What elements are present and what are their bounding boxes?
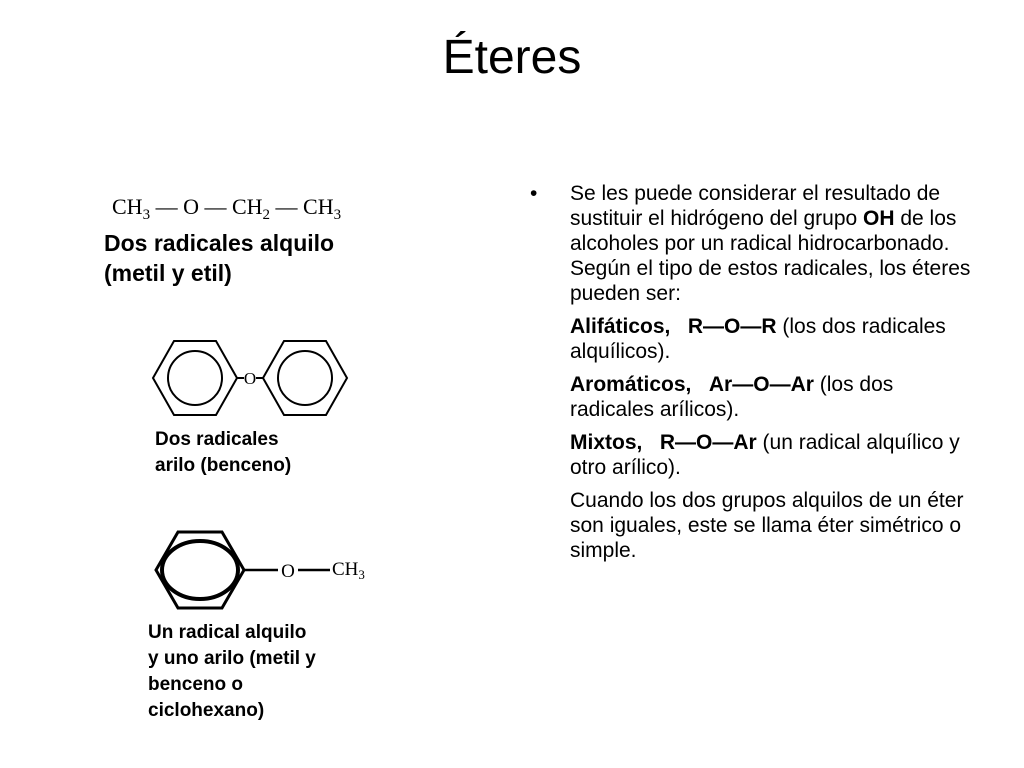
- bullet-icon: •: [530, 182, 538, 205]
- type-formula: Ar—O—Ar: [708, 373, 814, 396]
- intro-text-end: de los alcoholes por un radical hidrocarbonado. Según el tipo de estos radicales, los éteres pueden ser:: [570, 207, 971, 305]
- benzene-ring: [156, 532, 244, 608]
- intro-text-start: Se les puede considerar el resultado de sustituir el hidrógeno del grupo: [570, 182, 941, 230]
- ether-type-aliphatic: [530, 314, 980, 364]
- type-formula: R—O—Ar: [659, 431, 757, 454]
- aromatic-circle-right: [278, 351, 332, 405]
- aliphatic-ether-figure: [100, 188, 400, 288]
- intro-bullet: [530, 181, 980, 306]
- intro-text-bold: OH: [863, 207, 895, 230]
- ether-type-aromatic: [530, 372, 980, 422]
- oxygen-label: O: [281, 561, 295, 582]
- type-description: (un radical alquílico y otro arílico).: [570, 431, 960, 479]
- methyl-label: $CH_3$: [332, 559, 365, 582]
- type-name: Alifáticos,: [570, 315, 671, 338]
- mixed-ether-caption: Un radical alquilo y uno arilo (metil y benceno o ciclohexano): [148, 622, 316, 721]
- oxygen-label: O: [243, 369, 257, 388]
- type-description: (los dos radicales arílicos).: [570, 373, 894, 421]
- diphenyl-ether-structure: [145, 335, 365, 425]
- aromatic-ether-figure: [145, 335, 365, 485]
- closing-paragraph: Cuando los dos grupos alquilos de un éter son iguales, este se llama éter simétrico o simple.: [570, 489, 964, 562]
- benzene-ring-right: [263, 341, 347, 415]
- slide-title: Éteres: [442, 31, 582, 84]
- ether-type-mixed: [530, 430, 980, 480]
- aromatic-circle-left: [168, 351, 222, 405]
- type-description: (los dos radicales alquílicos).: [570, 315, 946, 363]
- type-name: Mixtos,: [570, 431, 643, 454]
- type-name: Aromáticos,: [570, 373, 692, 396]
- benzene-ring-left: [153, 341, 237, 415]
- aliphatic-ether-caption: Dos radicales alquilo (metil y etil): [104, 230, 335, 286]
- aromatic-circle: [162, 541, 238, 599]
- type-formula: R—O—R: [687, 315, 777, 338]
- content-body: [530, 181, 980, 563]
- aromatic-ether-caption: Dos radicales arilo (benceno): [155, 429, 292, 476]
- mixed-ether-figure: [140, 528, 380, 721]
- ethyl-methyl-ether-formula: $CH_3$ — O — $CH_2$ — $CH_3$: [112, 194, 342, 223]
- anisole-structure: [140, 528, 340, 620]
